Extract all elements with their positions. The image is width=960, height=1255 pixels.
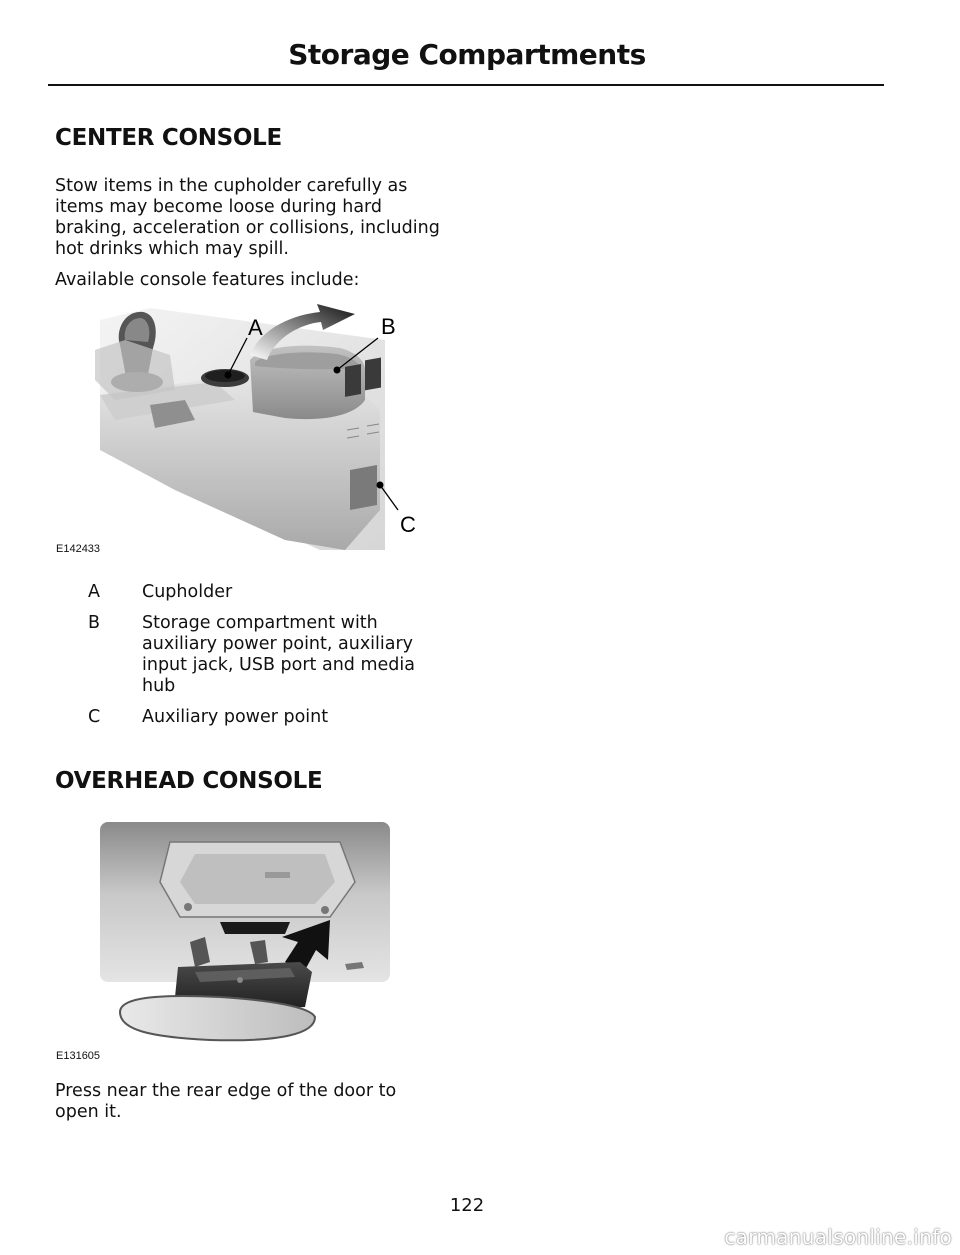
center-console-illustration <box>55 300 450 562</box>
center-console-warning-text: Stow items in the cupholder carefully as items may become loose during hard braking, acceleration or collisions, including hot drinks which may spill. <box>55 176 440 259</box>
legend-key: B <box>88 613 101 633</box>
legend-row <box>88 582 458 603</box>
overhead-console-instruction: Press near the rear edge of the door to open it. <box>55 1081 397 1122</box>
legend-key: C <box>88 707 101 727</box>
overhead-console-illustration <box>100 822 390 1047</box>
legend-row <box>88 707 458 728</box>
callout-c-label: C <box>400 512 416 537</box>
center-console-heading: CENTER CONSOLE <box>55 125 282 151</box>
legend-key: A <box>88 582 100 602</box>
overhead-console-figure-code: E131605 <box>56 1050 101 1062</box>
page-header-title: Storage Compartments <box>288 38 646 71</box>
legend-text: Storage compartment with auxiliary power point, auxiliary input jack, USB port and media hub <box>142 613 415 696</box>
center-console-features-intro: Available console features include: <box>55 270 360 290</box>
legend-text: Auxiliary power point <box>142 707 329 727</box>
legend-row <box>88 613 458 697</box>
callout-b-label: B <box>381 314 396 339</box>
header-divider <box>48 84 884 86</box>
callout-a-label: A <box>248 315 263 340</box>
center-console-legend <box>88 582 458 738</box>
legend-text: Cupholder <box>142 582 233 602</box>
watermark-text: carmanualsonline.info <box>724 1225 952 1249</box>
page-number: 122 <box>449 1195 485 1216</box>
overhead-console-heading: OVERHEAD CONSOLE <box>55 768 323 794</box>
center-console-figure-code: E142433 <box>56 543 101 555</box>
